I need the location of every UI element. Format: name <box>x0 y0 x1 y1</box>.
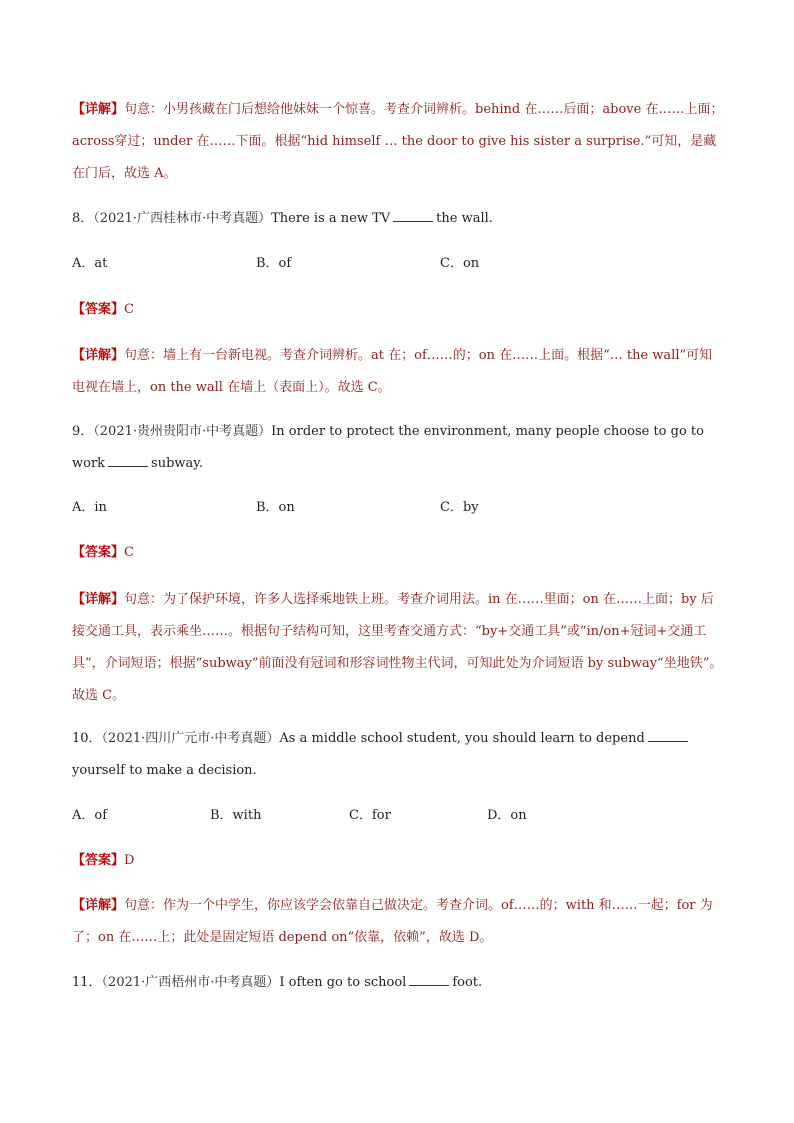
q8-number: 8． <box>72 211 94 226</box>
q7-detail <box>72 94 724 190</box>
q8-source: （2021·广西桂林市·中考真题） <box>93 211 272 226</box>
q10-option-a: A．of <box>72 808 108 823</box>
q8-stem-after: the wall. <box>436 211 493 226</box>
q10-question <box>72 723 724 787</box>
q11-source: （2021·广西梧州市·中考真题） <box>101 975 280 990</box>
q9-number: 9． <box>72 424 94 439</box>
q9-answer-value: C <box>124 545 134 560</box>
q11-question <box>72 967 724 999</box>
q9-option-b: B．on <box>256 500 295 515</box>
q7-detail-text: 句意：小男孩藏在门后想给他妹妹一个惊喜。考查介词辨析。behind 在……后面；above 在……上面；across穿过；under 在……下面。根据“hid himself … the door to give his sister a surprise.”可知，是藏在门后，故选 A。 <box>72 102 724 181</box>
q10-stem-after: yourself to make a decision. <box>72 763 257 778</box>
q8-option-b: B．of <box>256 256 292 271</box>
q9-question <box>72 416 724 480</box>
q9-detail <box>72 584 724 712</box>
q8-answer <box>72 294 724 326</box>
q10-answer-tag: 【答案】 <box>72 853 125 868</box>
q10-detail-tag: 【详解】 <box>72 898 125 913</box>
q8-option-a: A．at <box>72 256 108 271</box>
q9-detail-text: 句意：为了保护环境，许多人选择乘地铁上班。考查介词用法。in 在……里面；on 在……上面；by 后接交通工具，表示乘坐……。根据句子结构可知，这里考查交通方式：“by+交通工具”或“in/on+冠词+交通工具”，介词短语；根据“subway”前面没有冠词和形容词性物主代词，可知此处为介词短语 by subway“坐地铁”。故选 C。 <box>72 592 723 703</box>
q11-stem-before: I often go to school <box>279 975 407 990</box>
q9-stem-before: In order to protect the environment, many people choose to go to work <box>72 424 704 471</box>
q7-detail-tag: 【详解】 <box>72 102 125 117</box>
q11-stem-after: foot. <box>452 975 483 990</box>
q10-option-b: B．with <box>210 808 262 823</box>
q8-question <box>72 203 724 235</box>
q10-source: （2021·四川广元市·中考真题） <box>101 731 280 746</box>
q10-blank <box>648 731 688 742</box>
q8-answer-value: C <box>124 302 134 317</box>
q9-answer-tag: 【答案】 <box>72 545 125 560</box>
q8-detail-tag: 【详解】 <box>72 348 125 363</box>
q9-option-c: C．by <box>440 500 479 515</box>
q11-number: 11． <box>72 975 102 990</box>
q9-blank <box>108 456 148 467</box>
q10-stem-before: As a middle school student, you should learn to depend <box>279 731 645 746</box>
q9-detail-tag: 【详解】 <box>72 592 125 607</box>
q10-detail <box>72 890 724 954</box>
q8-blank <box>393 211 433 222</box>
q8-detail-text: 句意：墙上有一台新电视。考查介词辨析。at 在；of……的；on 在……上面。根据“… the wall”可知电视在墙上，on the wall 在墙上（表面上）。故选 C。 <box>72 348 713 395</box>
q10-option-d: D．on <box>487 808 527 823</box>
q10-answer-value: D <box>124 853 135 868</box>
q9-source: （2021·贵州贵阳市·中考真题） <box>93 424 272 439</box>
q9-stem-after: subway. <box>151 456 204 471</box>
q8-stem-before: There is a new TV <box>271 211 391 226</box>
q10-detail-text: 句意：作为一个中学生，你应该学会依靠自己做决定。考查介词。of……的；with 和……一起；for 为了；on 在……上；此处是固定短语 depend on“依靠，依赖”，故选 D。 <box>72 898 713 945</box>
q9-option-a: A．in <box>72 500 107 515</box>
q8-option-c: C．on <box>440 256 480 271</box>
q8-answer-tag: 【答案】 <box>72 302 125 317</box>
q9-answer <box>72 537 724 569</box>
q8-detail <box>72 340 724 404</box>
q10-number: 10． <box>72 731 102 746</box>
q10-answer <box>72 845 724 877</box>
q11-blank <box>409 975 449 986</box>
q10-option-c: C．for <box>349 808 391 823</box>
